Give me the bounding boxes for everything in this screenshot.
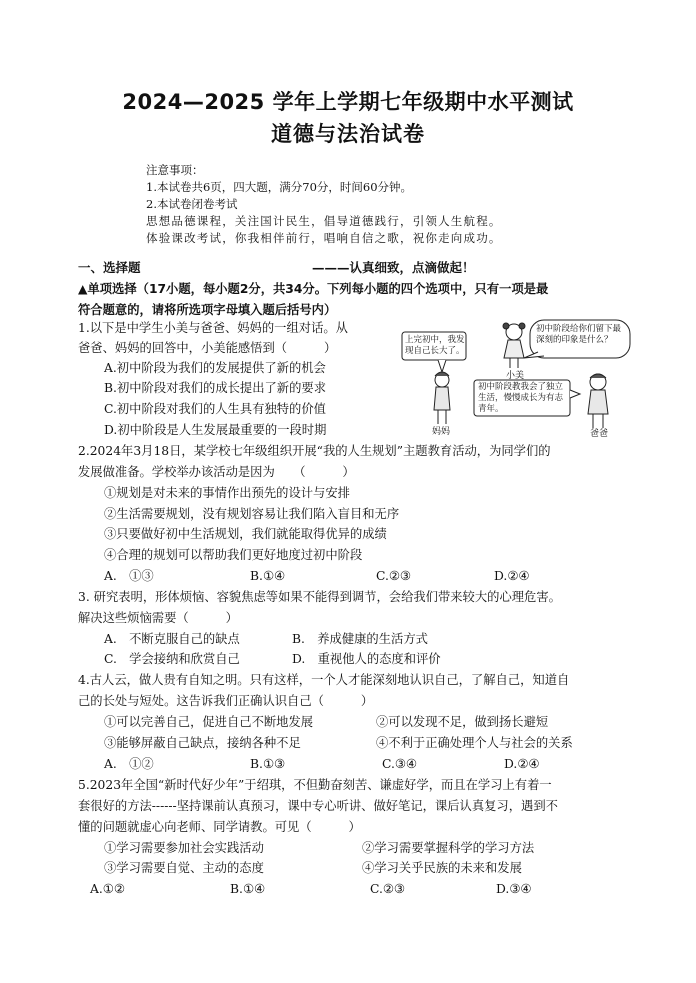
- q2-stem-line-2: 发展做准备。学校举办该活动是因为 （ ）: [78, 465, 355, 479]
- q2-statement-3: ③只要做好初中生活规划，我们就能取得优异的成绩: [104, 527, 387, 541]
- q4-option-a: A. ①②: [104, 757, 154, 771]
- notice-block: [146, 162, 502, 247]
- notice-item-2: 2.本试卷闭卷考试: [146, 197, 238, 211]
- q3-option-d: D. 重视他人的态度和评价: [292, 652, 441, 666]
- notice-line-4: 体验课改考试，你我相伴前行，唱响自信之歌，祝你走向成功。: [146, 231, 502, 245]
- q3-option-a: A. 不断克服自己的缺点: [104, 632, 240, 646]
- q1-stem-line-1: 1.以下是中学生小美与爸爸、妈妈的一组对话。从: [78, 321, 348, 335]
- q4-option-c: C.③④: [382, 757, 417, 771]
- q5-option-a: A.①②: [90, 882, 125, 896]
- q5-option-c: C.②③: [370, 882, 405, 896]
- q2-stem-line-1: 2.2024年3月18日，某学校七年级组织开展“我的人生规划”主题教育活动，为同学们的: [78, 444, 551, 458]
- section-instructions: [78, 279, 626, 321]
- q1-stem-line-2: 爸爸、妈妈的回答中，小美能感悟到（ ）: [78, 341, 337, 355]
- q3-stem-line-1: 3. 研究表明，形体烦恼、容貌焦虑等如果不能得到调节，会给我们带来较大的心理危害。: [78, 590, 561, 604]
- section-motto: ———认真细致，点滴做起！: [312, 260, 475, 275]
- girl-label: 小美: [506, 371, 525, 381]
- girl-figure: [503, 323, 525, 368]
- q4-statement-1: ①可以完善自己，促进自己不断地发展: [104, 715, 314, 729]
- q2-option-b: B.①④: [250, 569, 285, 583]
- q5-stem-line-2: 套很好的方法------坚持课前认真预习，课中专心听讲、做好笔记，课后认真复习，遇到不: [78, 799, 558, 813]
- q5-statement-3: ③学习需要自觉、主动的态度: [104, 861, 264, 875]
- q2-statement-1: ①规划是对未来的事情作出预先的设计与安排: [104, 486, 350, 500]
- notice-line-3: 思想品德课程，关注国计民生，倡导道德践行，引领人生航程。: [146, 214, 502, 228]
- section-heading: 一、选择题: [78, 260, 141, 275]
- q4-statement-2: ②可以发现不足，做到扬长避短: [376, 715, 549, 729]
- q5-option-d: D.③④: [496, 882, 532, 896]
- q4-option-d: D.②④: [504, 757, 540, 771]
- q5-stem-line-1: 5.2023年全国“新时代好少年”于绍琪，不但勤奋刻苦、谦虚好学，而且在学习上有着一: [78, 778, 552, 792]
- q2-statement-2: ②生活需要规划，没有规划容易让我们陷入盲目和无序: [104, 507, 400, 521]
- q1-option-d: D.初中阶段是人生发展最重要的一段时期: [104, 423, 327, 437]
- exam-title: 2024—2025 学年上学期七年级期中水平测试: [122, 90, 574, 114]
- q4-statement-3: ③能够屏蔽自己缺点，接纳各种不足: [104, 736, 301, 750]
- exam-subtitle: 道德与法治试卷: [271, 122, 425, 146]
- q1-option-b: B.初中阶段对我们的成长提出了新的要求: [104, 381, 326, 395]
- q5-statement-2: ②学习需要掌握科学的学习方法: [362, 841, 535, 855]
- q3-stem-line-2: 解决这些烦恼需要（ ）: [78, 611, 238, 625]
- q2-option-d: D.②④: [494, 569, 530, 583]
- q1-dialogue-illustration: [398, 318, 632, 438]
- notice-heading: 注意事项：: [146, 163, 204, 177]
- q3-option-c: C. 学会接纳和欣赏自己: [104, 652, 240, 666]
- q4-statement-4: ④不利于正确处理个人与社会的关系: [376, 736, 573, 750]
- instructions-line-1: ▲单项选择（17小题，每小题2分，共34分。下列每小题的四个选项中，只有一项是最: [78, 282, 549, 296]
- q1-option-c: C.初中阶段对我们的人生具有独特的价值: [104, 402, 326, 416]
- q4-stem-line-1: 4.古人云，做人贵有自知之明。只有这样，一个人才能深刻地认识自己，了解自己，知道自: [78, 673, 570, 687]
- dad-bubble-text: 初中阶段教我会了独立生活，慢慢成长为有志青年。: [478, 382, 564, 414]
- q4-stem-line-2: 己的长处与短处。这告诉我们正确认识自己（ ）: [78, 694, 374, 708]
- q5-stem-line-3: 懂的问题就虚心向老师、同学请教。可见（ ）: [78, 820, 361, 834]
- girl-bubble-text: 初中阶段给你们留下最深刻的印象是什么？: [536, 324, 622, 345]
- mom-bubble-text: 上完初中，我发现自己长大了。: [405, 335, 465, 356]
- q2-statement-4: ④合理的规划可以帮助我们更好地度过初中阶段: [104, 548, 363, 562]
- q2-option-a: A. ①③: [104, 569, 154, 583]
- notice-item-1: 1.本试卷共6页，四大题，满分70分，时间60分钟。: [146, 180, 413, 194]
- q4-option-b: B.①③: [250, 757, 285, 771]
- q5-statement-1: ①学习需要参加社会实践活动: [104, 841, 264, 855]
- q3-option-b: B. 养成健康的生活方式: [292, 632, 428, 646]
- mom-figure: [434, 372, 450, 424]
- q5-statement-4: ④学习关乎民族的未来和发展: [362, 861, 522, 875]
- instructions-line-2: 符合题意的，请将所选项字母填入题后括号内）: [78, 303, 337, 317]
- q1-option-a: A.初中阶段为我们的发展提供了新的机会: [104, 361, 326, 375]
- dad-figure: [588, 374, 608, 428]
- q5-option-b: B.①④: [230, 882, 265, 896]
- q2-option-c: C.②③: [376, 569, 411, 583]
- dad-label: 爸爸: [590, 429, 609, 439]
- mom-label: 妈妈: [432, 427, 451, 437]
